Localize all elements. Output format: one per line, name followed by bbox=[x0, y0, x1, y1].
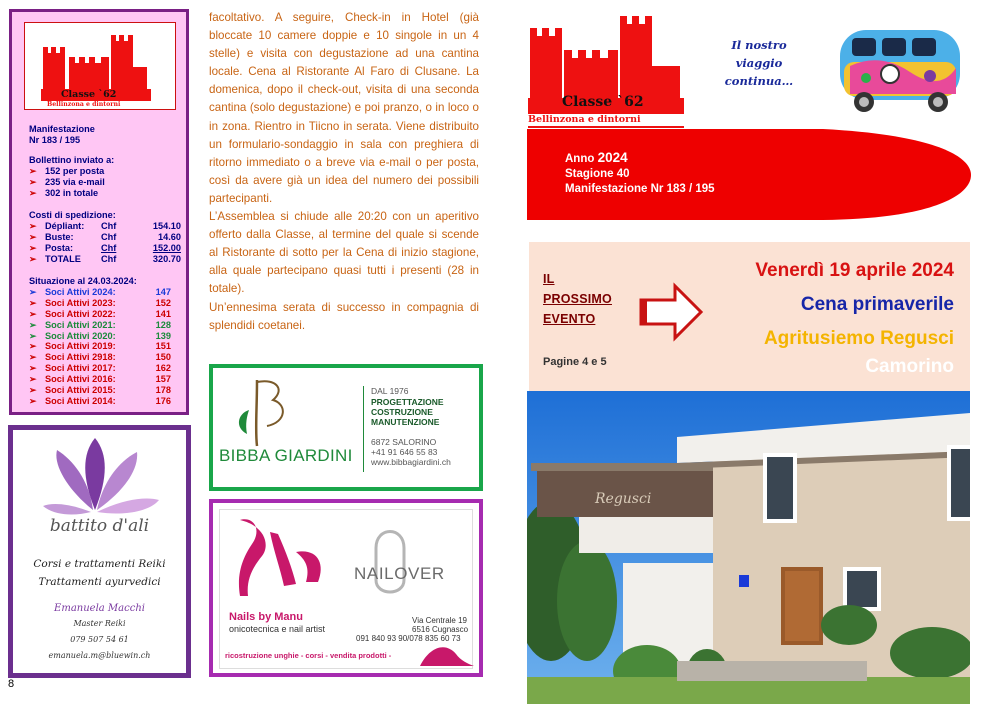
bibba-giardini-ad bbox=[209, 364, 483, 491]
list-item: ➢ Soci Attivi 2024: 147 bbox=[29, 286, 171, 297]
building-photo-icon bbox=[527, 391, 970, 704]
castle-logo-icon bbox=[526, 14, 686, 130]
list-item: ➢ Soci Attivi 2014: 176 bbox=[29, 395, 171, 406]
list-item: ➢ Dépliant: Chf 154.10 bbox=[29, 220, 181, 231]
arrow-bullet-icon: ➢ bbox=[29, 363, 37, 374]
list-item: ➢ Buste: Chf 14.60 bbox=[29, 231, 181, 242]
battito-role: Master Reiki bbox=[73, 619, 126, 628]
list-item: ➢ Soci Attivi 2021: 128 bbox=[29, 319, 171, 330]
article-text bbox=[209, 9, 479, 335]
arrow-bullet-icon: ➢ bbox=[29, 374, 37, 385]
bibba-b-logo-icon bbox=[227, 370, 297, 450]
manifestazione-number: Nr 183 / 195 bbox=[29, 134, 81, 145]
list-item: ➢ Soci Attivi 2016: 157 bbox=[29, 374, 171, 385]
battito-dali-ad bbox=[8, 425, 191, 678]
lotus-logo-icon bbox=[13, 430, 186, 520]
arrow-bullet-icon: ➢ bbox=[29, 286, 37, 297]
nail-polish-icon bbox=[226, 512, 346, 612]
article-paragraph-3: Un’ennesima serata di successo in compagnia di splendidi coetanei. bbox=[209, 300, 479, 332]
manifestazione-label: Manifestazione bbox=[29, 124, 95, 134]
arrow-right-icon bbox=[635, 282, 705, 342]
header-logo-subtitle: Bellinzona e dintorni bbox=[528, 114, 641, 125]
list-item: ➢ Soci Attivi 2023: 152 bbox=[29, 297, 171, 308]
costi-block bbox=[29, 210, 181, 265]
list-item: ➢ Soci Attivi 2019: 151 bbox=[29, 341, 171, 352]
nails-services: ricostruzione unghie - corsi - vendita prodotti - bbox=[225, 651, 392, 660]
arrow-bullet-icon: ➢ bbox=[29, 341, 37, 352]
battito-phone: 079 507 54 61 bbox=[70, 635, 129, 644]
battito-service-2: Trattamenti ayurvedici bbox=[38, 576, 161, 588]
list-item: ➢ Soci Attivi 2022: 141 bbox=[29, 308, 171, 319]
regusci-sign: Regusci bbox=[595, 491, 652, 507]
arrow-bullet-icon: ➢ bbox=[29, 385, 37, 396]
page-number: 8 bbox=[8, 678, 15, 690]
arrow-bullet-icon: ➢ bbox=[29, 297, 37, 308]
arrow-bullet-icon: ➢ bbox=[29, 187, 37, 198]
bibba-service: MANUTENZIONE bbox=[371, 417, 440, 427]
bibba-city: 6872 SALORINO bbox=[371, 437, 437, 447]
arrow-bullet-icon: ➢ bbox=[29, 231, 37, 242]
list-item: ➢ Soci Attivi 2017: 162 bbox=[29, 363, 171, 374]
arrow-bullet-icon: ➢ bbox=[29, 308, 37, 319]
header-manifestazione: Manifestazione Nr 183 / 195 bbox=[565, 183, 715, 195]
arrow-bullet-icon: ➢ bbox=[29, 330, 37, 341]
header-anno: Anno 2024 bbox=[565, 150, 628, 165]
bollettino-title: Bollettino inviato a: bbox=[29, 155, 115, 165]
nails-card bbox=[219, 509, 473, 669]
costi-title: Costi di spedizione: bbox=[29, 210, 116, 220]
bibba-phone: +41 91 646 55 83 bbox=[371, 447, 438, 457]
manifestazione-block bbox=[29, 124, 95, 146]
arrow-bullet-icon: ➢ bbox=[29, 242, 37, 253]
sidebar-stats-panel bbox=[9, 9, 189, 415]
next-event-town: Camorino bbox=[865, 356, 954, 377]
nails-address-2: 6516 Cugnasco bbox=[412, 625, 469, 634]
battito-name: battito d'ali bbox=[49, 516, 150, 536]
next-event-place: Agritusiemo Regusci bbox=[763, 328, 954, 349]
battito-service-1: Corsi e trattamenti Reiki bbox=[33, 558, 166, 570]
header-stagione: Stagione 40 bbox=[565, 168, 630, 180]
bollettino-block bbox=[29, 155, 114, 199]
nail-drop-icon bbox=[416, 640, 476, 668]
list-item: ➢ 302 in totale bbox=[29, 187, 99, 198]
list-item: ➢ Posta: Chf 152.00 bbox=[29, 242, 181, 253]
nailover-logo-icon bbox=[370, 518, 410, 598]
arrow-bullet-icon: ➢ bbox=[29, 220, 37, 231]
sidebar-logo-title: Classe `62 bbox=[61, 89, 117, 100]
situazione-title: Situazione al 24.03.2024: bbox=[29, 276, 137, 286]
arrow-bullet-icon: ➢ bbox=[29, 176, 37, 187]
article-paragraph-2: L’Assemblea si chiude alle 20:20 con un aperitivo offerto dalla Classe, al termine del quale si scende al Ristorante di sotto per la Cena di inizio stagione, alla quale partecipano quasi tutti i presenti (28 in totale). bbox=[209, 210, 479, 296]
next-event-label: IL PROSSIMO EVENTO bbox=[543, 272, 612, 326]
nails-address-1: Via Centrale 19 bbox=[412, 616, 467, 625]
arrow-bullet-icon: ➢ bbox=[29, 352, 37, 363]
bibba-brand-name: BIBBA GIARDINI bbox=[219, 446, 353, 465]
arrow-bullet-icon: ➢ bbox=[29, 319, 37, 330]
list-item: ➢ 235 via e-mail bbox=[29, 176, 105, 187]
bibba-since: DAL 1976 bbox=[371, 386, 409, 396]
list-item: ➢ TOTALE Chf 320.70 bbox=[29, 253, 181, 264]
hippie-van-icon bbox=[830, 16, 970, 116]
list-item: ➢ Soci Attivi 2015: 178 bbox=[29, 385, 171, 396]
event-venue-photo bbox=[527, 391, 970, 704]
next-event-date: Venerdì 19 aprile 2024 bbox=[755, 260, 954, 281]
next-event-pages: Pagine 4 e 5 bbox=[543, 356, 607, 368]
battito-email: emanuela.m@bluewin.ch bbox=[48, 651, 151, 660]
sidebar-logo-subtitle: Bellinzona e dintorni bbox=[47, 101, 121, 108]
divider bbox=[363, 386, 364, 472]
header-logo bbox=[526, 14, 686, 130]
arrow-bullet-icon: ➢ bbox=[29, 395, 37, 406]
bibba-service: COSTRUZIONE bbox=[371, 407, 433, 417]
nails-by-manu-ad bbox=[209, 499, 483, 677]
nails-subtitle: onicotecnica e nail artist bbox=[229, 624, 326, 634]
sidebar-logo bbox=[24, 22, 176, 110]
bibba-service: PROGETTAZIONE bbox=[371, 397, 444, 407]
article-paragraph-1: facoltativo. A seguire, Check-in in Hotel (già bloccate 10 camere doppie e 10 singole in un 4 stelle) e visita con degustazione ad una cantina locale. Cena al Ristorante Al Faro di Clusane. La domenica, dopo il check-out, visita di una seconda cantina (solo degustazione) e poi pranzo, o in loco o in zona. Rientro in Tiicno in serata. Viene distribuito un formulario-sondaggio in sala con preghiera di ritorno immediato o a breve via e-mail o per posta, così da avere già un idea del numero dei possibili partecipanti. bbox=[209, 11, 479, 205]
arrow-bullet-icon: ➢ bbox=[29, 165, 37, 176]
battito-person: Emanuela Macchi bbox=[54, 603, 145, 614]
nailover-brand: NAILOVER bbox=[354, 564, 445, 583]
list-item: ➢ 152 per posta bbox=[29, 165, 105, 176]
list-item: ➢ Soci Attivi 2020: 139 bbox=[29, 330, 171, 341]
next-event-box bbox=[529, 242, 970, 392]
next-event-title: Cena primaverile bbox=[800, 294, 954, 315]
list-item: ➢ Soci Attivi 2918: 150 bbox=[29, 352, 171, 363]
header-logo-title: Classe `62 bbox=[562, 94, 644, 110]
bibba-website: www.bibbagiardini.ch bbox=[371, 457, 451, 467]
arrow-bullet-icon: ➢ bbox=[29, 253, 37, 264]
soci-block bbox=[29, 276, 171, 407]
nails-phone: 091 840 93 90/078 835 60 73 bbox=[356, 634, 461, 643]
nails-title: Nails by Manu bbox=[229, 611, 303, 623]
tagline: Il nostro viaggio continua… bbox=[724, 38, 794, 88]
soci-list bbox=[29, 287, 171, 407]
